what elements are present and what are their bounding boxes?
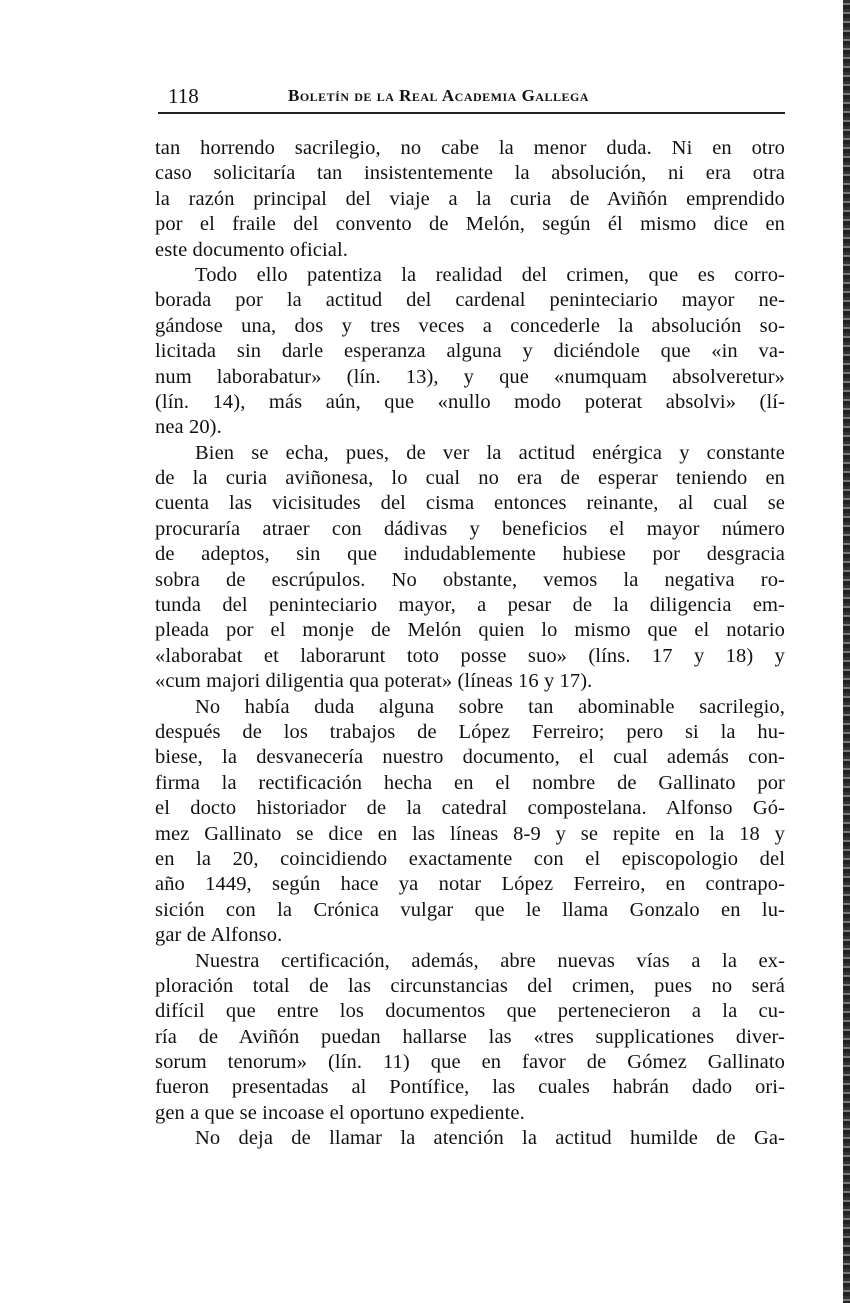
paragraph bbox=[155, 695, 785, 949]
text-line: Todo ello patentiza la realidad del crimen, que es corro- bbox=[195, 263, 785, 286]
text-line: nea 20). bbox=[155, 416, 222, 439]
paragraph bbox=[155, 136, 785, 263]
text-line: en la 20, coincidiendo exactamente con el episcopologio del bbox=[155, 847, 785, 870]
text-line: el docto historiador de la catedral compostelana. Alfonso Gó- bbox=[155, 797, 785, 820]
text-line: gen a que se incoase el oportuno expediente. bbox=[155, 1101, 525, 1124]
paragraph bbox=[155, 1126, 785, 1151]
text-line: año 1449, según hace ya notar López Ferreiro, en contrapo- bbox=[155, 873, 785, 896]
text-line: licitada sin darle esperanza alguna y diciéndole que «in va- bbox=[155, 340, 785, 363]
text-line: (lín. 14), más aún, que «nullo modo poterat absolvi» (lí- bbox=[155, 390, 785, 413]
text-line: num laborabatur» (lín. 13), y que «numquam absolveretur» bbox=[155, 365, 785, 388]
text-line: mez Gallinato se dice en las líneas 8-9 y se repite en la 18 y bbox=[155, 822, 785, 845]
text-line: «laborabat et laborarunt toto posse suo» (líns. 17 y 18) y bbox=[155, 644, 785, 667]
text-line: firma la rectificación hecha en el nombre de Gallinato por bbox=[155, 771, 785, 794]
text-line: Nuestra certificación, además, abre nuevas vías a la ex- bbox=[195, 949, 785, 972]
text-line: ploración total de las circunstancias del crimen, pues no será bbox=[155, 974, 785, 997]
text-line: «cum majori diligentia qua poterat» (líneas 16 y 17). bbox=[155, 670, 593, 693]
text-line: Bien se echa, pues, de ver la actitud enérgica y constante bbox=[195, 441, 785, 464]
text-line: fueron presentadas al Pontífice, las cuales habrán dado ori- bbox=[155, 1076, 785, 1099]
text-line: procuraría atraer con dádivas y beneficios el mayor número bbox=[155, 517, 785, 540]
text-line: difícil que entre los documentos que pertenecieron a la cu- bbox=[155, 1000, 785, 1023]
paragraph bbox=[155, 949, 785, 1127]
header-rule bbox=[158, 112, 785, 114]
page-binding-edge bbox=[843, 0, 850, 1303]
text-line: gándose una, dos y tres veces a concederle la absolución so- bbox=[155, 314, 785, 337]
text-line: después de los trabajos de López Ferreiro; pero si la hu- bbox=[155, 720, 785, 743]
text-line: de la curia aviñonesa, lo cual no era de esperar teniendo en bbox=[155, 467, 785, 490]
text-line: la razón principal del viaje a la curia de Aviñón emprendido bbox=[155, 187, 785, 210]
paragraph bbox=[155, 441, 785, 695]
text-line: tan horrendo sacrilegio, no cabe la menor duda. Ni en otro bbox=[155, 137, 785, 159]
text-line: sición con la Crónica vulgar que le llama Gonzalo en lu- bbox=[155, 898, 785, 921]
text-line: sorum tenorum» (lín. 11) que en favor de Gómez Gallinato bbox=[155, 1051, 785, 1074]
text-line: borada por la actitud del cardenal peninteciario mayor ne- bbox=[155, 289, 785, 312]
text-line: este documento oficial. bbox=[155, 238, 348, 261]
text-line: ría de Aviñón puedan hallarse las «tres supplicationes diver- bbox=[155, 1025, 785, 1048]
text-line: biese, la desvanecería nuestro documento, el cual además con- bbox=[155, 746, 785, 769]
text-line: cuenta las vicisitudes del cisma entonces reinante, al cual se bbox=[155, 492, 785, 515]
text-line: gar de Alfonso. bbox=[155, 924, 283, 947]
body-text bbox=[155, 136, 785, 1152]
paragraph bbox=[155, 263, 785, 441]
text-line: sobra de escrúpulos. No obstante, vemos la negativa ro- bbox=[155, 568, 785, 591]
text-line: tunda del peninteciario mayor, a pesar de la diligencia em- bbox=[155, 594, 785, 617]
page-header bbox=[168, 84, 785, 112]
page-number: 118 bbox=[168, 84, 199, 108]
text-line: de adeptos, sin que indudablemente hubiese por desgracia bbox=[155, 543, 785, 566]
text-line: pleada por el monje de Melón quien lo mismo que el notario bbox=[155, 619, 785, 642]
text-line: No había duda alguna sobre tan abominable sacrilegio, bbox=[195, 695, 785, 718]
text-line: caso solicitaría tan insistentemente la absolución, ni era otra bbox=[155, 162, 785, 185]
running-title: Boletín de la Real Academia Gallega bbox=[288, 86, 589, 105]
text-line: No deja de llamar la atención la actitud humilde de Ga- bbox=[195, 1127, 785, 1150]
text-line: por el fraile del convento de Melón, según él mismo dice en bbox=[155, 213, 785, 236]
